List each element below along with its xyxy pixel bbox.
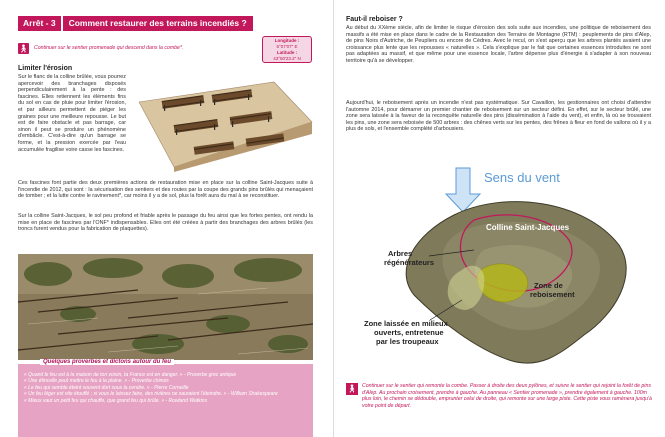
proverb-item: « Le feu qui semble éteint souvent dort sous la cendre. » - Pierre Corneille [24, 384, 189, 391]
open-area-label-3: par les troupeaux [376, 337, 439, 346]
right-page [333, 0, 665, 437]
wind-label: Sens du vent [484, 170, 560, 185]
proverbs-title: Quelques proverbes et dictons autour du feu [40, 359, 174, 365]
hill-label: Colline Saint-Jacques [486, 223, 570, 232]
latitude-value: 43°50'23.2" N [273, 56, 301, 61]
section-title-erosion: Limiter l'érosion [18, 65, 73, 72]
proverb-item: « Quand le feu est à la maison de ton voisin, ta France est en danger. » - Proverbe grec antique [24, 372, 237, 378]
burnt-hillside-photo [18, 254, 313, 360]
stop-header [18, 16, 253, 31]
regenerating-trees-label-1: Arbres [388, 249, 413, 258]
fascines-paragraph: Ces fascines font partie des deux premières actions de restauration mise en place sur la colline Saint-Jacques suite à l'incendie de 2012, qui sont : la sécurisation des sentiers et des routes par la coupe des grands pins brûlés qui menaçaient de tomber ; et la lutte contre le ravinement*, car moins il y a de sol, plus la forêt aura du mal à se reconstituer. [18, 180, 313, 200]
longitude-value: 5°07'07" E [276, 44, 298, 49]
reforestation-map [334, 160, 665, 380]
fascines-illustration [134, 72, 314, 172]
regenerating-trees-label-2: régénérateurs [384, 258, 435, 267]
wind-arrow-icon [446, 168, 480, 212]
proverbs-list [18, 364, 313, 404]
section-title-reforestation: Faut-il reboiser ? [346, 16, 403, 23]
reforestation-zone-label-1: Zone de [534, 281, 563, 290]
reforestation-paragraph-1: Au début du XXème siècle, afin de limiter le risque d'érosion des sols suite aux incendies, une politique de reboisement des massifs a été mise en place dans le cadre de la Restauration des Terrains de Montagne (RTM) : peuplements de pins d'Alep, de pins Noirs d'Autriche, de Peupliers ou encore de Cèdres. Avec le recul, on s'est aperçu que les arbres plantés avaient une croissance plus lente que les repousses « naturelles ». Cela s'explique par le fait que certaines essences introduites ne sont pas adaptées au massif, et que même pour une essence locale, l'arbre dépense plus d'énergie à s'adapter à son nouveau territoire qu'à se développer. [346, 25, 651, 64]
open-area-label-2: ouverts, entretenue [374, 328, 444, 337]
proverb-item: « Une étincelle peut mettre le feu à la plaine. » - Proverbe chinois [24, 378, 169, 385]
route-instruction: Continuer sur le sentier promenade qui descend dans la combe*. [34, 45, 184, 51]
open-area-label-1: Zone laissée en milieux [364, 319, 448, 328]
stop-number-badge: Arrêt - 3 [18, 16, 61, 31]
longitude-label: Longitude : [274, 38, 300, 43]
hiker-icon: 🚶︎ [346, 384, 358, 393]
proverbs-box [18, 359, 313, 437]
proverb-item: « Un feu léger est vite étouffé ; si vous le laissez faire, des rivières ne sauraient l'éteindre. » - William Shakespeare [24, 391, 278, 398]
gps-coordinates-box [262, 36, 312, 63]
reforestation-zone-label-2: reboisement [530, 290, 575, 299]
saint-jacques-paragraph: Sur la colline Saint-Jacques, le sol peu profond et friable après le passage du feu ainsi que les fortes pentes, ont rendu la mise en place de fascines par l'ONF* indispensables. Elles ont été créées à partir des branchages des arbres brûlés (les troncs furent vendus pour la fabrication de plaquettes). [18, 213, 313, 233]
bottom-instruction-text: Continuer sur le sentier qui remonte la combe. Passer à droite des deux pylônes, et suivre le sentier qui rejoint la forêt de pins d'Alep. Au prochain croisement, prendre à gauche. Au panneau « Sentier promenade », prendre également à gauche. 100m plus loin, le chemin se dédouble, emprunter celui de droite, qui remonte sur une large piste. Cette piste vous ramènera jusqu'à votre point de départ. [362, 383, 652, 409]
stop-title: Comment restaurer des terrains incendiés ? [63, 16, 253, 31]
left-page [0, 0, 332, 437]
reforestation-paragraph-2: Aujourd'hui, le reboisement après un incendie n'est pas systématique. Sur Cavaillon, les gestionnaires ont choisi d'attendre l'automne 2014, pour démarrer un premier chantier de reboisement sur un secteur défini. En effet, sur le secteur brûlé, une zone sera laissée à la faveur de la reconquête naturelle des pins (dissémination à l'aide du vent), et enfin, là où se trouvaient les pins, une zone sera reboisée de 500 arbres : des chênes verts sur les pentes, des frênes à fleur en fond de vallons où il y a plus de sols, et l'ensemble complété d'arbousiers. [346, 100, 651, 133]
latitude-label: Latitude : [276, 50, 298, 55]
erosion-paragraph-1: Sur le flanc de la colline brûlée, vous pourrez apercevoir des branchages disposés perpendiculairement à la pente : des fascines. Elles retiennent les éléments fins du sol en cas de pluie pour limiter l'érosion, et par ailleurs permettent de piéger les graines pour une meilleure repousse. Le but est de faire obstacle et pas barrage, car sinon il peut se produire un phénomène d'embâcle. C'est-à-dire qu'un barrage se forme, et la pression exercée par l'eau accumulée fragilise voire casse les fascines. [18, 74, 126, 153]
hiker-icon: 🚶︎ [18, 44, 29, 53]
proverb-item: « Mieux vaut un petit feu qui chauffe, que grand feu qui brûle. » - Rowland Watkins [24, 397, 208, 404]
